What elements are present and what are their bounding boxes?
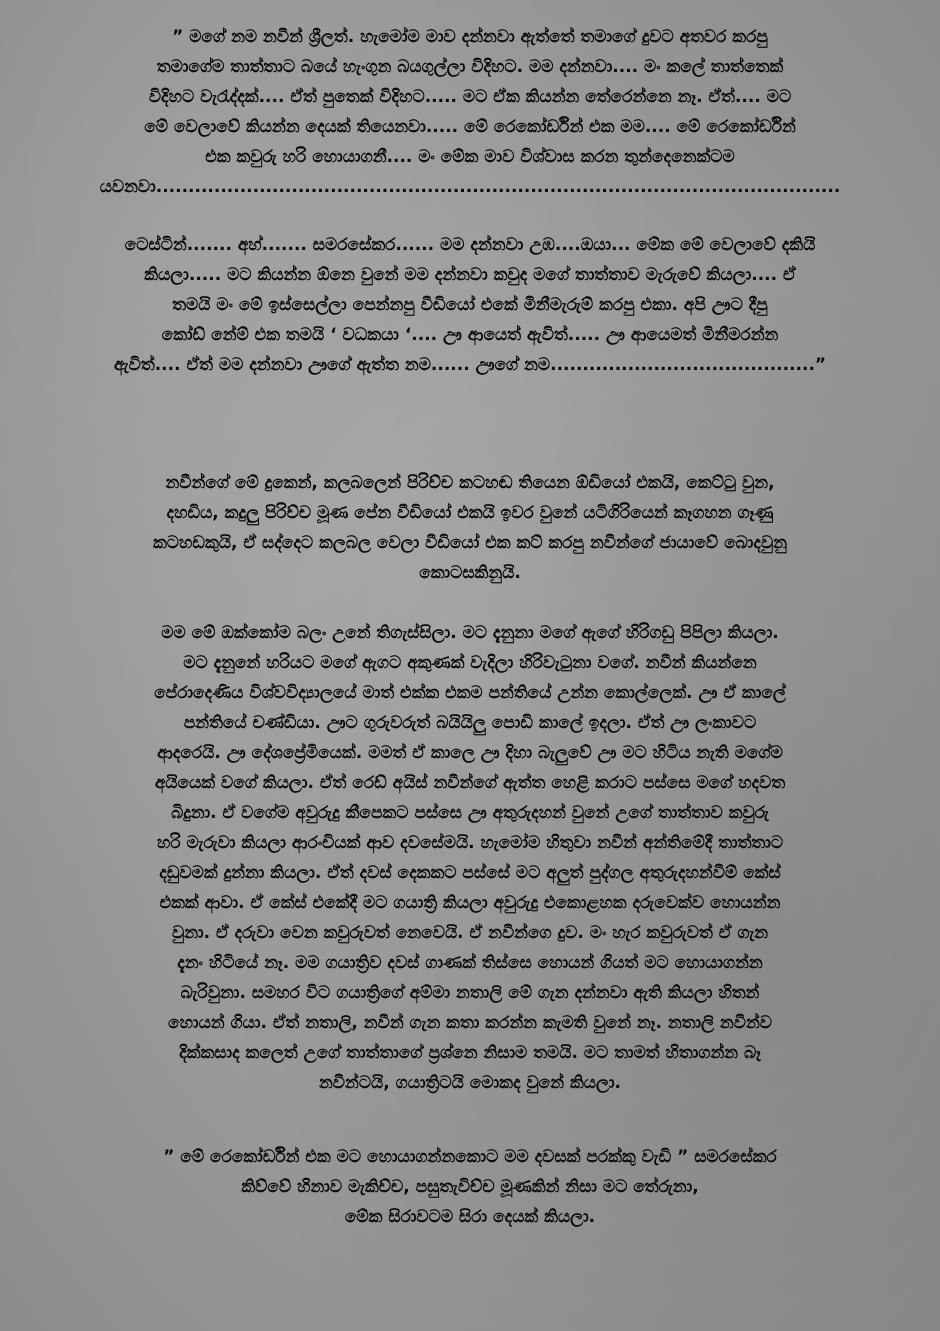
text-line: යවනවා.......................................................................................................... (99, 177, 841, 197)
text-line: මම මේ ඔක්කෝම බලං උනේ තිගැස්සිලා. මට දැනුනා මගේ ඇගේ හිරිගඩු පිපිලා කියලා. (161, 623, 779, 643)
text-line: දහඩිය, කදුලු පිරිච්ච මූණ පේන වීඩියෝ එකයි ඉවර වුනේ යටිගිරියෙන් කෑගහන ගෑණු (166, 503, 774, 523)
text-line: විදිහට වැරැද්දක්.... ඒත් පුතෙක් විදිහට..... මට ඒක කියන්න තේරෙන්නෙ නෑ. ඒත්.... මට (148, 87, 792, 107)
text-line: කියලා..... මට කියන්න ඕනෙ වුනේ මම දන්නවා කවුද මගේ තාත්තාව මැරුවේ කියලා.... ඒ (144, 265, 796, 285)
text-line: කිව්වේ හිනාව මැකිච්ච, පසුතැවිච්ච මූණකින් නිසා මට තේරුනා, (241, 1177, 699, 1197)
text-line: මේ වෙලාවේ කියන්න දෙයක් තියෙනවා..... මේ රෙකෝර්ඩින් එක මම.... මේ රෙකෝර්ඩින් (144, 117, 796, 137)
paragraph-gap (34, 202, 906, 230)
text-line: තමයි මං මේ ඉස්සෙල්ලා පෙන්නපු වීඩියෝ එකේ මිනීමැරුම් කරපු එකා. අපි ඌට දීපු (172, 295, 768, 315)
paragraph-recording-continued (34, 230, 906, 380)
paragraph-gap (34, 1098, 906, 1142)
text-line: නවීන්ගේ මේ දුකෙන්, කලබලෙන් පිරිච්ච කටහඬ තියෙන ඕඩියෝ එකයි, කෙට්ටු වුන, (165, 473, 775, 493)
text-line: එක කවුරු හරි හොයාගනී.... මං මේක මාව විශ්වාස කරන තුන්දෙනෙක්ටම (205, 147, 735, 167)
text-line: දැනං හිටියේ නෑ. මම ගයාත්‍රිව දවස් ගාණක් තිස්සෙ හොයන් ගියත් මට හොයාගන්න (177, 953, 763, 973)
text-line: කොටසකිනුයි. (419, 563, 521, 583)
text-line: දික්කසාද කලෙත් උගේ තාත්තාගේ ප්‍රශ්නෙ නිසාම තමයි. මට තාමත් හිතාගන්න බෑ (179, 1043, 761, 1063)
text-line: තමාගේම තාත්තාට බයේ හැංගුන බයගුල්ලා විදිහට. මම දන්නවා.... මං කලේ තාත්තෙක් (156, 57, 784, 77)
text-line: කෝඩ් නේම් එක තමයි ‘ වධකයා ‘.... ඌ ආයෙත් ඇවිත්..... ඌ ආයෙමත් මිනීමරන්න (161, 325, 779, 345)
text-line: හරි මැරුවා කියලා ආරංචියක් ආව දවසේමයි. හැමෝම හිතුවා නවීන් අන්තිමේදී තාත්තාට (156, 833, 784, 853)
paragraph-narration (34, 618, 906, 1098)
paragraph-recording-message (34, 22, 906, 202)
text-line: ” මේ රෙකෝර්ඩින් එක මට හොයාගන්නකොට මම දවසක් පරක්කු වැඩි ” සමරසේකර (163, 1147, 777, 1167)
text-line: අයියෙක් වගේ කියලා. ඒත් රෙඩ් අයිස් නවීන්ගේ ඇත්ත හෙළි කරාට පස්සෙ මගේ හදවත (154, 773, 786, 793)
text-line: බැරිවුනා. සමහර විට ගයාත්‍රිගේ අම්මා නතාලි මේ ගැන දන්නවා ඇති කියලා හිතන් (180, 983, 760, 1003)
paragraph-gap (34, 380, 906, 468)
text-line: ” මගේ නම නවීන් ශ්‍රීලත්. හැමෝම මාව දන්නවා ඇත්තේ තමාගේ දුවට අතවර කරපු (172, 27, 768, 47)
text-line: ටෙස්ටින්....... අහ්....... සමරසේකර...... මම දන්නවා උඹ....ඔයා... මේක මේ වෙලාවේ දකියි (124, 235, 816, 255)
text-line: දඩුවමක් දුන්නා කියලා. ඒත් දවස් දෙකකට පස්සේ මට අලුත් පුද්ගල අතුරුදහන්වීම් කේස් (159, 863, 781, 883)
paragraph-gap (34, 588, 906, 618)
text-line: පන්තියේ චණ්ඩියා. ඌට ගුරුවරුත් බයියිලු පොඩි කාලේ ඉදලා. ඒත් ඌ ලංකාවට (183, 713, 757, 733)
text-line: කටහඩකුයි, ඒ සද්දෙට කලබල වෙලා වීඩියෝ එක කට් කරපු නවීන්ගේ ජායාවේ බොදවුනු (153, 533, 787, 553)
text-line: හොයන් ගියා. ඒත් නතාලි, නවීන් ගැන කතා කරන්න කැමති වුනේ නෑ. නතාලි නවීන්ව (168, 1013, 772, 1033)
text-line: මේක සිරාවටම සිරා දෙයක් කියලා. (344, 1207, 596, 1227)
text-line: එකක් ආවා. ඒ කේස් එකේදී මට ගයාත්‍රි කියලා අවුරුදු එකොළහක දරුවෙක්ව හොයන්න (159, 893, 781, 913)
text-line: වුනා. ඒ දරුවා වෙන කවුරුවත් නෙවෙයි. ඒ නවීන්ගෙ දුව. මං හැර කවුරුවත් ඒ ගැන (171, 923, 769, 943)
text-line: ඇවිත්.... ඒත් මම දන්නවා ඌගේ ඇත්ත නම...... ඌගේ නම.........................................” (113, 355, 827, 375)
text-line: බිදුනා. ඒ වගේම අවුරුදු කීපෙකට පස්සෙ ඌ අතුරුදහන් වුනේ උගේ තාත්තාව කවුරු (171, 803, 769, 823)
paragraph-closing (34, 1142, 906, 1232)
text-line: පේරාදෙණිය විශ්වවිද්‍යාලයේ මාත් එක්ක එකම පන්තියේ උන්න කොල්ලෙක්. ඌ ඒ කාලේ (154, 683, 786, 703)
paragraph-video-description (34, 468, 906, 588)
text-line: ආදරෙයි. ඌ දේශප්‍රේමියෙක්. මමත් ඒ කාලෙ ඌ දිහා බැලුවේ ඌ මට හිටිය නැති මගේම (157, 743, 783, 763)
text-line: මට දැනුනේ හරියට මගේ ඇගට අකුණක් වැදිලා හිරිවැටුනා වගේ. නවීන් කියන්නෙ (183, 653, 757, 673)
text-line: නවීන්ටයි, ගයාත්‍රිටයි මොකද වුනේ කියලා. (318, 1073, 622, 1093)
